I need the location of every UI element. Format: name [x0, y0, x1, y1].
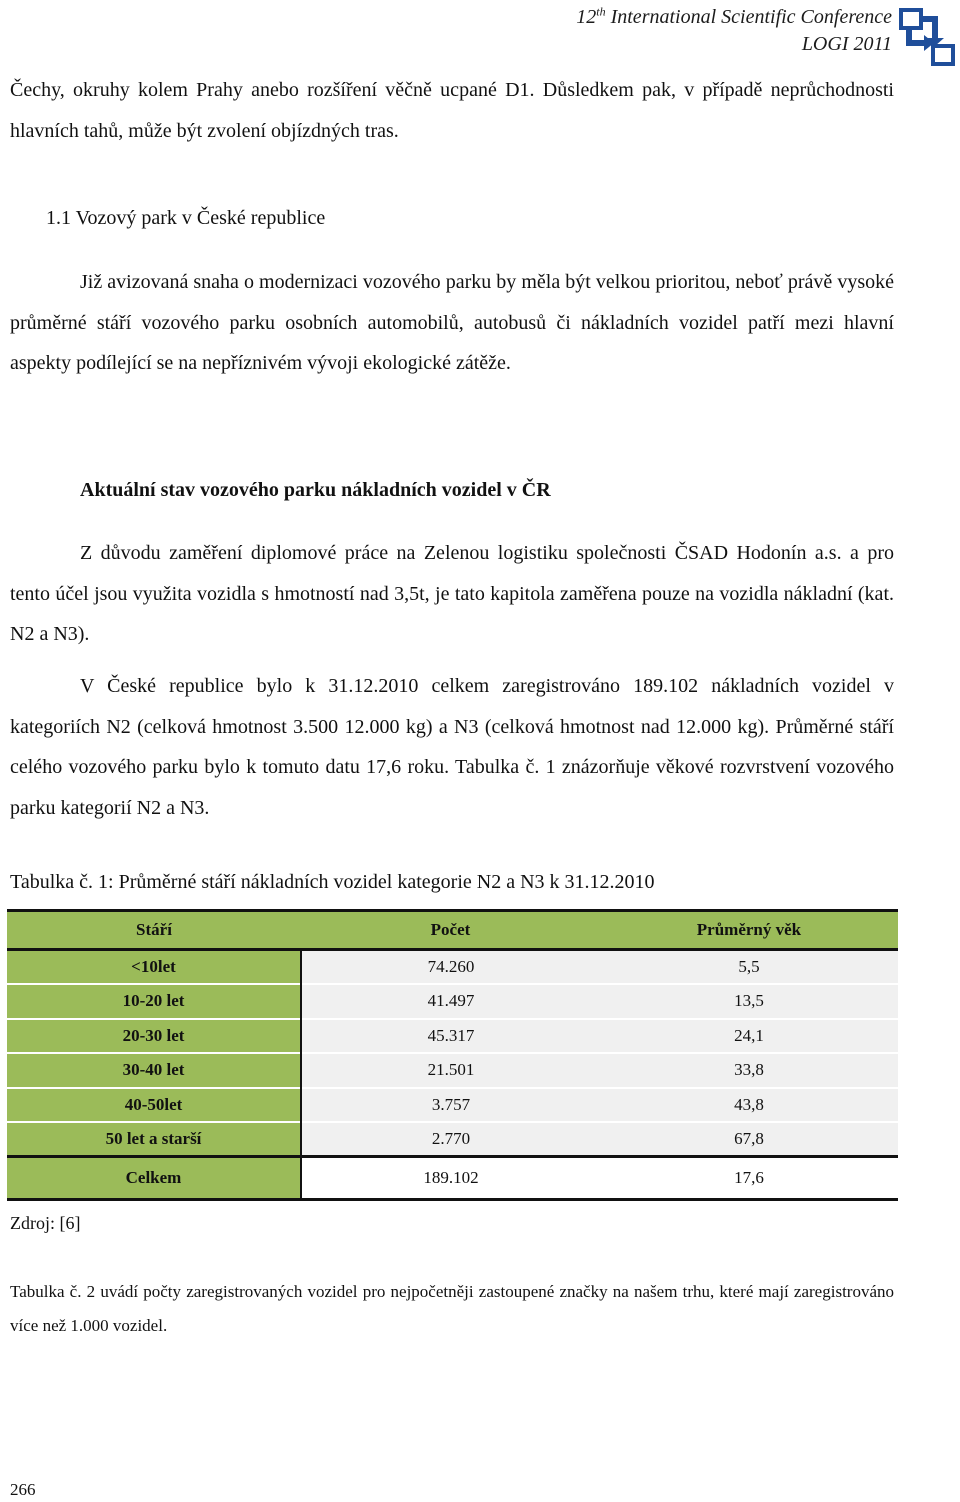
table-header-row — [7, 911, 898, 950]
table-row — [7, 1088, 898, 1123]
intro-paragraph: Čechy, okruhy kolem Prahy anebo rozšíření věčně ucpané D1. Důsledkem pak, v případě neprůchodnosti hlavních tahů, může být zvolení objízdných tras. — [10, 79, 894, 142]
cell-age: 40-50let — [7, 1088, 301, 1123]
cell-avg: 24,1 — [600, 1019, 898, 1054]
cell-count: 21.501 — [301, 1053, 600, 1088]
cell-avg: 5,5 — [600, 950, 898, 985]
vehicle-age-table — [7, 909, 898, 1201]
cell-age: 20-30 let — [7, 1019, 301, 1054]
table-row — [7, 1019, 898, 1054]
table-row — [7, 1122, 898, 1157]
cell-age: 50 let a starší — [7, 1122, 301, 1157]
cell-avg: 33,8 — [600, 1053, 898, 1088]
closing-paragraph: Tabulka č. 2 uvádí počty zaregistrovaných vozidel pro nejpočetněji zastoupené značky na našem trhu, které mají zaregistrováno více než 1.000 vozidel. — [10, 1282, 894, 1335]
header-count: Počet — [301, 911, 600, 950]
cell-avg: 13,5 — [600, 984, 898, 1019]
header-age: Stáří — [7, 911, 301, 950]
table-total-row — [7, 1157, 898, 1200]
table-caption: Tabulka č. 1: Průměrné stáří nákladních vozidel kategorie N2 a N3 k 31.12.2010 — [10, 871, 655, 893]
cell-age: <10let — [7, 950, 301, 985]
cell-count: 45.317 — [301, 1019, 600, 1054]
logi-conference-logo-icon — [898, 6, 956, 68]
table-row — [7, 984, 898, 1019]
subheading: Aktuální stav vozového parku nákladních vozidel v ČR — [80, 479, 551, 501]
cell-avg: 67,8 — [600, 1122, 898, 1157]
cell-age-total: Celkem — [7, 1157, 301, 1200]
cell-count: 74.260 — [301, 950, 600, 985]
page-header — [576, 4, 892, 58]
table-source: Zdroj: [6] — [10, 1213, 81, 1233]
cell-count: 2.770 — [301, 1122, 600, 1157]
table-row — [7, 950, 898, 985]
conference-title: 12th International Scientific Conference — [576, 4, 892, 28]
cell-age: 10-20 let — [7, 984, 301, 1019]
section-paragraph: Již avizovaná snaha o modernizaci vozového parku by měla být velkou prioritou, neboť právě vysoké průměrné stáří vozového parku osobních automobilů, autobusů či nákladních vozidel patří mezi hlavní aspekty podílející se na nepříznivém vývoji ekologické zátěže. — [10, 271, 894, 374]
section-heading: 1.1 Vozový park v České republice — [46, 207, 326, 229]
cell-count-total: 189.102 — [301, 1157, 600, 1200]
table-row — [7, 1053, 898, 1088]
cell-avg: 43,8 — [600, 1088, 898, 1123]
header-avg: Průměrný věk — [600, 911, 898, 950]
stats-paragraph: V České republice bylo k 31.12.2010 celkem zaregistrováno 189.102 nákladních vozidel v kategoriích N2 (celková hmotnost 3.500 12.000 kg) a N3 (celková hmotnost nad 12.000 kg). Průměrné stáří celého vozového parku bylo k tomuto datu 17,6 roku. Tabulka č. 1 znázorňuje věkové rozvrstvení vozového parku kategorií N2 a N3. — [10, 675, 894, 819]
cell-count: 3.757 — [301, 1088, 600, 1123]
cell-age: 30-40 let — [7, 1053, 301, 1088]
cell-count: 41.497 — [301, 984, 600, 1019]
conference-event: LOGI 2011 — [801, 33, 892, 55]
page-number: 266 — [10, 1480, 36, 1499]
cell-avg-total: 17,6 — [600, 1157, 898, 1200]
focus-paragraph: Z důvodu zaměření diplomové práce na Zelenou logistiku společnosti ČSAD Hodonín a.s. a pro tento účel jsou využita vozidla s hmotností nad 3,5t, je tato kapitola zaměřena pouze na vozidla nákladní (kat. N2 a N3). — [10, 542, 894, 645]
